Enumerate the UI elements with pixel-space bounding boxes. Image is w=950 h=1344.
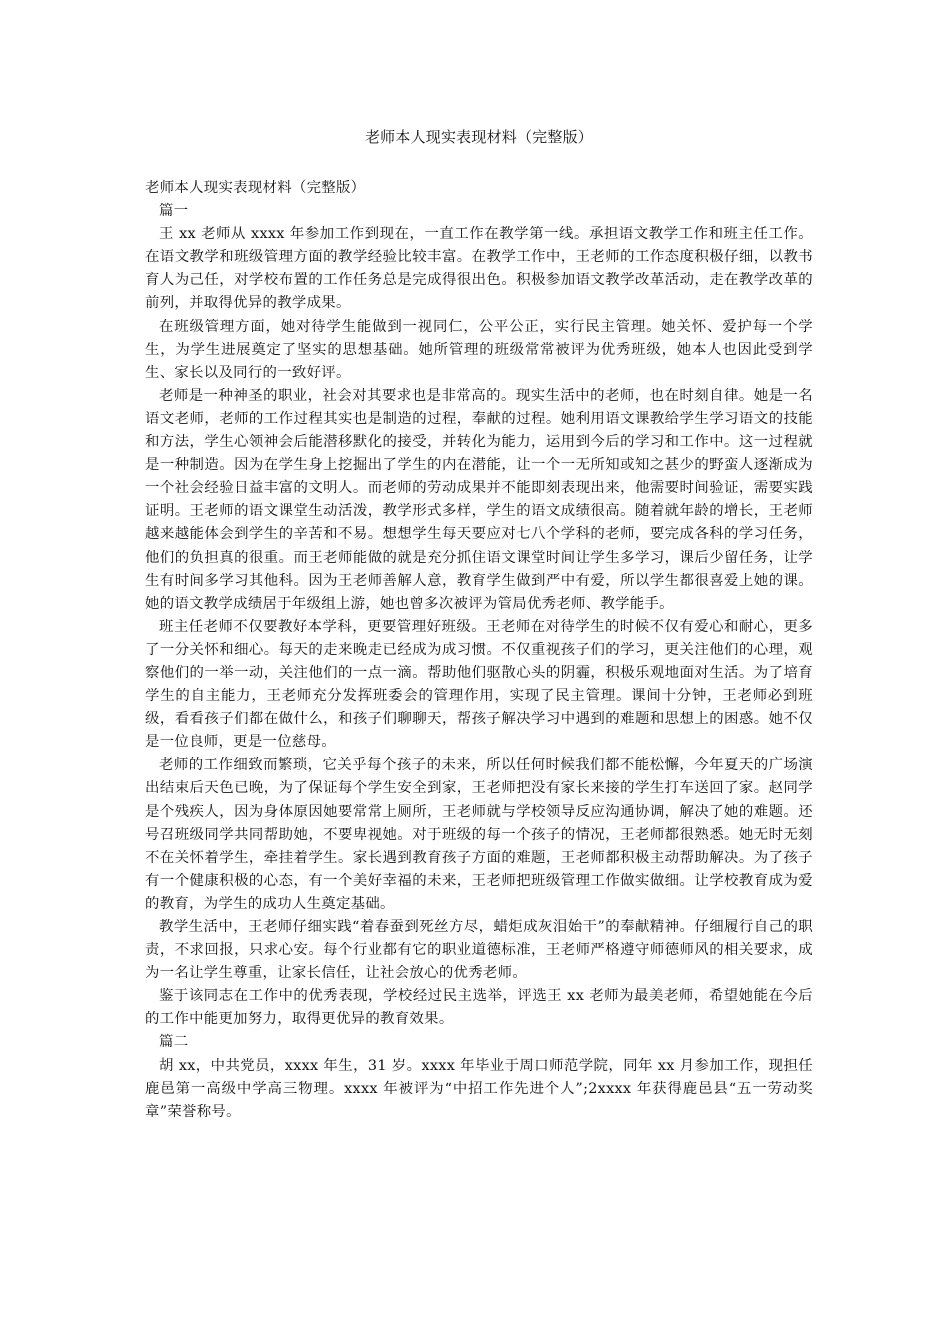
paragraph: 老师的工作细致而繁琐，它关乎每个孩子的未来，所以任何时候我们都不能松懈，今年夏天的广场演出结束后天色已晚，为了保证每个学生安全到家，王老师把没有家长来接的学生打车送回了家。赵同学是个残疾人，因为身体原因她要常常上厕所，王老师就与学校领导反应沟通协调，解决了她的难题。还号召班级同学共同帮助她，不要卑视她。对于班级的每一个孩子的情况，王老师都很熟悉。她无时无刻不在关怀着学生，牵挂着学生。家长遇到教育孩子方面的难题，王老师都积极主动帮助解决。为了孩子有一个健康积极的心态，有一个美好幸福的未来，王老师把班级管理工作做实做细。让学校教育成为爱的教育，为学生的成功人生奠定基础。 xyxy=(145,757,813,912)
section-label-2: 篇二 xyxy=(159,1034,189,1051)
section-label-1: 篇一 xyxy=(159,203,189,220)
paragraph: 教学生活中，王老师仔细实践“着春蚕到死丝方尽，蜡炬成灰泪始干”的奉献精神。仔细履行自己的职责，不求回报，只求心安。每个行业都有它的职业道德标准，王老师严格遵守师德师风的相关要求，成为一名让学生尊重，让家长信任，让社会放心的优秀老师。 xyxy=(145,919,813,982)
paragraph: 老师是一种神圣的职业，社会对其要求也是非常高的。现实生活中的老师，也在时刻自律。她是一名语文老师，老师的工作过程其实也是制造的过程，奉献的过程。她利用语文课教给学生学习语文的技能和方法，学生心领神会后能潜移默化的接受，并转化为能力，运用到今后的学习和工作中。这一过程就是一种制造。因为在学生身上挖掘出了学生的内在潜能，让一个一无所知或知之甚少的野蛮人逐渐成为一个社会经验日益丰富的文明人。而老师的劳动成果并不能即刻表现出来，他需要时间验证，需要实践证明。王老师的语文课堂生动活泼，教学形式多样，学生的语文成绩很高。随着就年龄的增长，王老师越来越能体会到学生的辛苦和不易。想想学生每天要应对七八个学科的老师，要完成各科的学习任务，他们的负担真的很重。而王老师能做的就是充分抓住语文课堂时间让学生多学习，课后少留任务，让学生有时间多学习其他科。因为王老师善解人意，教育学生做到严中有爱，所以学生都很喜爱上她的课。她的语文教学成绩居于年级组上游，她也曾多次被评为管局优秀老师、教学能手。 xyxy=(145,387,813,612)
document-heading: 老师本人现实表现材料（完整版） xyxy=(145,180,366,196)
document-title: 老师本人现实表现材料（完整版） xyxy=(364,128,593,146)
document-body xyxy=(145,177,813,1124)
paragraph: 鉴于该同志在工作中的优秀表现，学校经过民主选举，评选王 xx 老师为最美老师，希望她能在今后的工作中能更加努力，取得更优异的教育效果。 xyxy=(145,988,813,1028)
paragraph: 胡 xx，中共党员，xxxx 年生，31 岁。xxxx 年毕业于周口师范学院，同年 xx 月参加工作，现担任鹿邑第一高级中学高三物理。xxxx 年被评为“中招工作先进个人”;2xxxx 年获得鹿邑县“五一劳动奖章”荣誉称号。 xyxy=(145,1057,813,1120)
paragraph: 王 xx 老师从 xxxx 年参加工作到现在，一直工作在教学第一线。承担语文教学工作和班主任工作。在语文教学和班级管理方面的教学经验比较丰富。在教学工作中，王老师的工作态度积极仔细，以教书育人为己任，对学校布置的工作任务总是完成得很出色。积极参加语文教学改革活动，走在教学改革的前列，并取得优异的教学成果。 xyxy=(145,226,813,312)
paragraph: 在班级管理方面，她对待学生能做到一视同仁，公平公正，实行民主管理。她关怀、爱护每一个学生，为学生进展奠定了坚实的思想基础。她所管理的班级常常被评为优秀班级，她本人也因此受到学生、家长以及同行的一致好评。 xyxy=(145,318,813,381)
paragraph: 班主任老师不仅要教好本学科，更要管理好班级。王老师在对待学生的时候不仅有爱心和耐心，更多了一分关怀和细心。每天的走来晚走已经成为成习惯。不仅重视孩子们的学习，更关注他们的心理，观察他们的一举一动，关注他们的一点一滴。帮助他们驱散心头的阴霾，积极乐观地面对生活。为了培育学生的自主能力，王老师充分发挥班委会的管理作用，实现了民主管理。课间十分钟，王老师必到班级，看看孩子们都在做什么，和孩子们聊聊天，帮孩子解决学习中遇到的难题和思想上的困惑。她不仅是一位良师，更是一位慈母。 xyxy=(145,618,813,751)
